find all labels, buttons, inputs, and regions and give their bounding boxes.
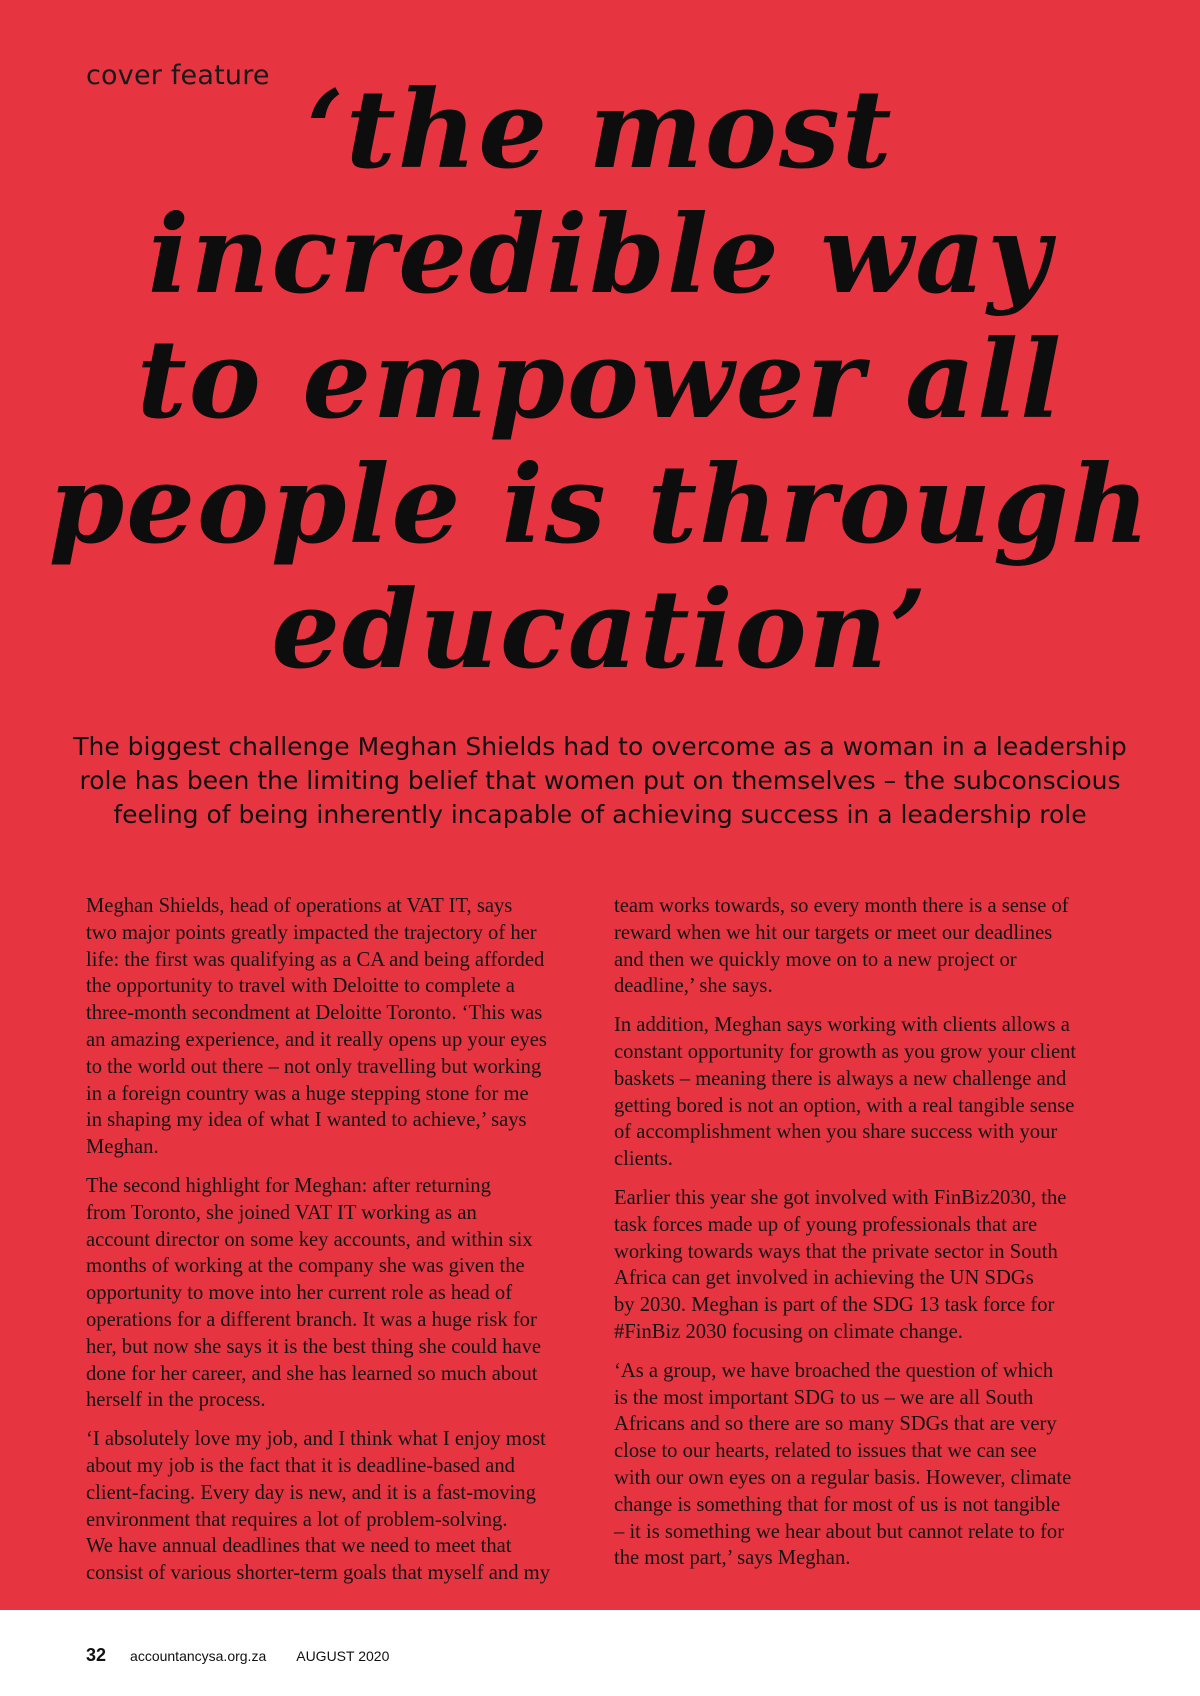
body-line: herself in the process.: [86, 1389, 266, 1412]
body-line: constant opportunity for growth as you grow your client: [614, 1040, 1077, 1063]
body-line: deadline,’ she says.: [614, 975, 773, 998]
body-line: account director on some key accounts, and within six: [86, 1228, 533, 1251]
body-line: team works towards, so every month there is a sense of: [614, 895, 1069, 917]
body-line: Meghan.: [86, 1136, 159, 1159]
body-line: consist of various shorter-term goals that myself and my: [86, 1562, 550, 1585]
body-paragraph: [614, 1185, 1124, 1346]
headline-line: incredible way: [147, 192, 1053, 318]
body-line: working towards ways that the private sector in South: [614, 1240, 1058, 1263]
body-paragraph: [86, 1426, 596, 1587]
page-footer: [86, 1645, 389, 1666]
body-line: and then we quickly move on to a new project or: [614, 948, 1017, 971]
left-column: [86, 893, 596, 1599]
body-line: her, but now she says it is the best thing she could have: [86, 1335, 542, 1358]
body-line: change is something that for most of us is not tangible: [614, 1493, 1061, 1516]
body-line: operations for a different branch. It was a huge risk for: [86, 1308, 537, 1331]
body-line: in shaping my idea of what I wanted to achieve,’ says: [86, 1109, 527, 1132]
body-line: two major points greatly impacted the trajectory of her: [86, 921, 537, 944]
body-line: – it is something we hear about but cannot relate to for: [614, 1520, 1065, 1543]
headline-line: education’: [271, 567, 929, 693]
body-line: opportunity to move into her current role as head of: [86, 1282, 513, 1305]
body-line: of accomplishment when you share success with your: [614, 1121, 1058, 1144]
body-line: in a foreign country was a huge stepping stone for me: [86, 1082, 529, 1105]
body-line: from Toronto, she joined VAT IT working as an: [86, 1201, 477, 1224]
body-line: is the most important SDG to us – we are all South: [614, 1386, 1034, 1409]
body-paragraph: [86, 1173, 596, 1414]
body-line: Meghan Shields, head of operations at VAT IT, says: [86, 895, 513, 917]
body-line: about my job is the fact that it is deadline-based and: [86, 1454, 515, 1477]
body-line: three-month secondment at Deloitte Toronto. ‘This was: [86, 1002, 543, 1025]
body-line: In addition, Meghan says working with clients allows a: [614, 1014, 1070, 1037]
website-url: accountancysa.org.za: [130, 1648, 267, 1664]
headline-line: to empower all: [136, 317, 1064, 443]
body-line: ‘I absolutely love my job, and I think what I enjoy most: [86, 1428, 546, 1451]
body-line: done for her career, and she has learned so much about: [86, 1362, 538, 1385]
body-line: baskets – meaning there is always a new challenge and: [614, 1067, 1067, 1090]
body-line: The second highlight for Meghan: after returning: [86, 1174, 491, 1197]
body-line: an amazing experience, and it really opens up your eyes: [86, 1028, 547, 1051]
body-line: months of working at the company she was given the: [86, 1255, 525, 1278]
body-paragraph: [614, 1358, 1124, 1572]
body-line: the opportunity to travel with Deloitte to complete a: [86, 975, 515, 998]
issue-date: AUGUST 2020: [296, 1648, 390, 1664]
body-line: Africans and so there are so many SDGs that are very: [614, 1413, 1057, 1436]
body-line: getting bored is not an option, with a real tangible sense: [614, 1094, 1075, 1117]
body-line: the most part,’ says Meghan.: [614, 1547, 851, 1570]
body-line: Earlier this year she got involved with FinBiz2030, the: [614, 1186, 1067, 1209]
headline-line: people is through: [48, 442, 1152, 568]
body-paragraph: [614, 1012, 1124, 1173]
body-line: #FinBiz 2030 focusing on climate change.: [614, 1320, 963, 1343]
body-line: close to our hearts, related to issues that we can see: [614, 1440, 1037, 1463]
body-line: Africa can get involved in achieving the UN SDGs: [614, 1267, 1034, 1290]
body-line: clients.: [614, 1148, 673, 1171]
section-label: cover feature: [86, 60, 270, 91]
body-paragraph: [86, 893, 596, 1161]
standfirst-line: role has been the limiting belief that women put on themselves – the subconscious: [79, 766, 1121, 795]
body-line: to the world out there – not only travelling but working: [86, 1055, 542, 1078]
body-paragraph: [614, 893, 1124, 1000]
headline-line: ‘the most: [306, 67, 894, 193]
right-column: [614, 893, 1124, 1584]
body-line: client-facing. Every day is new, and it is a fast-moving: [86, 1481, 536, 1504]
standfirst-line: feeling of being inherently incapable of achieving success in a leadership role: [113, 800, 1087, 829]
body-line: reward when we hit our targets or meet our deadlines: [614, 921, 1053, 944]
standfirst: [60, 730, 1140, 832]
body-line: environment that requires a lot of problem-solving.: [86, 1508, 508, 1531]
body-line: ‘As a group, we have broached the question of which: [614, 1359, 1054, 1382]
body-line: by 2030. Meghan is part of the SDG 13 task force for: [614, 1294, 1055, 1317]
body-line: We have annual deadlines that we need to meet that: [86, 1535, 512, 1558]
body-line: life: the first was qualifying as a CA and being afforded: [86, 948, 545, 971]
body-line: with our own eyes on a regular basis. However, climate: [614, 1466, 1072, 1489]
headline: [40, 68, 1160, 693]
page-number: 32: [86, 1645, 107, 1665]
body-line: task forces made up of young professionals that are: [614, 1213, 1038, 1236]
standfirst-line: The biggest challenge Meghan Shields had to overcome as a woman in a leadership: [73, 732, 1127, 761]
